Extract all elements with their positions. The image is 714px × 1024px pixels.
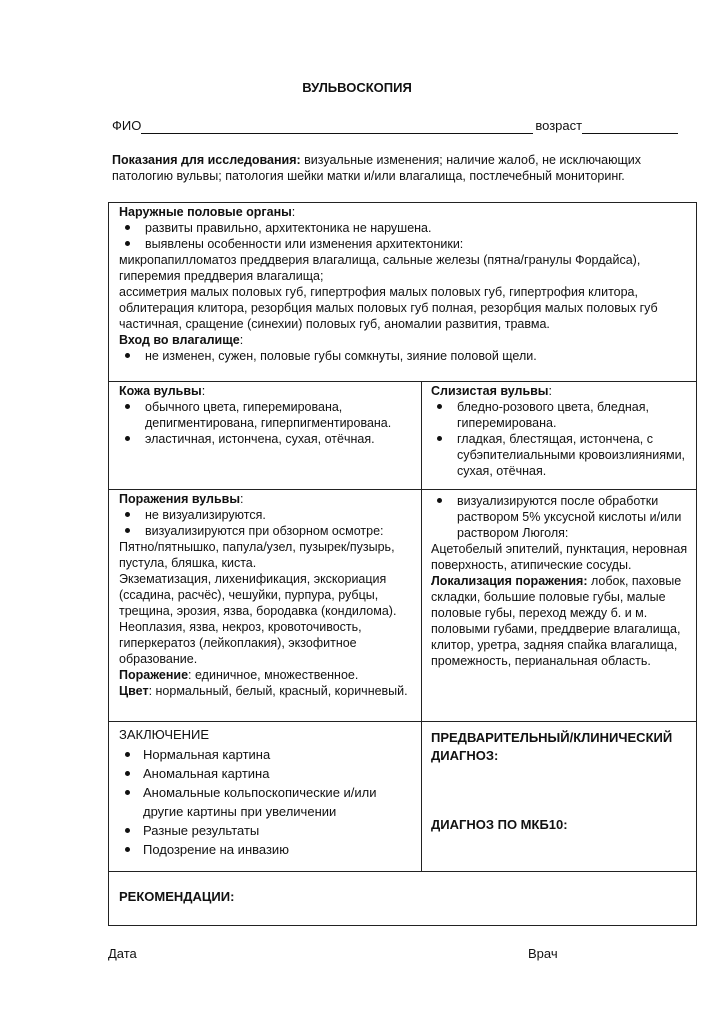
conclusion-item-mixed: Разные результаты <box>119 821 413 840</box>
lesions-para-1: Пятно/пятнышко, папула/узел, пузырек/пузырь, пустула, бляшка, киста. <box>119 540 395 570</box>
heading-colon: : <box>240 492 244 506</box>
recommendations-cell <box>113 889 693 905</box>
heading-colon: : <box>291 205 296 219</box>
mucosa-bullet-2: гладкая, блестящая, истончена, с субэпителиальными кровоизлияниями, сухая, отёчная. <box>431 431 689 479</box>
exam-table <box>108 202 697 926</box>
skin-bullet-1: обычного цвета, гиперемирована, депигментирована, гиперпигментирована. <box>119 399 413 431</box>
external-bullet-1: развиты правильно, архитектоника не нарушена. <box>119 220 687 236</box>
acetic-para-1: Ацетобелый эпителий, пунктация, неровная поверхность, атипические сосуды. <box>431 542 688 572</box>
recommendations-label: РЕКОМЕНДАЦИИ: <box>119 889 235 904</box>
vulva-skin-heading: Кожа вульвы <box>119 384 202 398</box>
lesion-color-label: Цвет <box>119 684 149 698</box>
conclusion-item-magnified: Аномальные кольпоскопические и/или другие картины при увеличении <box>119 783 413 821</box>
conclusion-item-normal: Нормальная картина <box>119 745 413 764</box>
vaginal-entry-heading: Вход во влагалище <box>119 333 240 347</box>
lesions-para-2: Экзематизация, лихенификация, экскориация (ссадина, расчёс), чешуйки, пурпура, рубцы, трещина, эрозия, язва, бородавка (кондилома). <box>119 572 397 618</box>
column-divider <box>421 381 422 871</box>
date-label: Дата <box>108 946 137 961</box>
acetic-test-cell <box>425 493 697 669</box>
vulva-mucosa-heading: Слизистая вульвы <box>431 384 549 398</box>
icd10-diagnosis-label: ДИАГНОЗ ПО МКБ10: <box>431 817 568 832</box>
lesion-color-text: : нормальный, белый, красный, коричневый. <box>148 684 408 698</box>
lesions-bullet-1: не визуализируются. <box>119 507 413 523</box>
doctor-label: Врач <box>528 946 558 961</box>
lesion-location-label: Локализация поражения: <box>431 574 588 588</box>
vulva-mucosa-cell <box>425 383 695 479</box>
row-divider <box>109 721 696 722</box>
external-organs-heading: Наружные половые органы <box>119 205 292 219</box>
fio-label: ФИО <box>112 118 142 133</box>
row-divider <box>109 381 696 382</box>
vulva-lesions-heading: Поражения вульвы <box>119 492 241 506</box>
age-field[interactable] <box>582 121 678 134</box>
heading-colon: : <box>548 384 552 398</box>
row-divider <box>109 489 696 490</box>
external-para-1: микропапилломатоз преддверия влагалища, сальные железы (пятна/гранулы Фордайса), гиперемия преддверия влагалища; <box>119 253 641 283</box>
lesion-count-text: : единичное, множественное. <box>188 668 359 682</box>
external-organs-cell <box>113 204 693 364</box>
conclusion-cell <box>113 727 419 859</box>
heading-colon: : <box>239 333 244 347</box>
indications-text: визуальные изменения; наличие жалоб, не исключающих патологию вульвы; патология шейки матки и/или влагалища, постлечебный мониторинг. <box>112 153 642 183</box>
vaginal-entry-bullet: не изменен, сужен, половые губы сомкнуты, зияние половой щели. <box>119 348 687 364</box>
acetic-bullet-1: визуализируются после обработки раствором 5% уксусной кислоты и/или раствором Люголя: <box>431 493 691 541</box>
external-bullet-2: выявлены особенности или изменения архитектоники: <box>119 236 687 252</box>
lesions-para-3: Неоплазия, язва, некроз, кровоточивость, гиперкератоз (лейкоплакия), экзофитное образование. <box>119 620 362 666</box>
lesion-location-text: лобок, паховые складки, большие половые губы, малые половые губы, переход между б. и м. половыми губами, преддверие влагалища, клитор, уретра, задняя спайка влагалища, промежность, перианальная область. <box>431 574 682 668</box>
fio-age-row <box>112 118 682 134</box>
vulva-lesions-cell <box>113 491 419 699</box>
conclusion-item-abnormal: Аномальная картина <box>119 764 413 783</box>
skin-bullet-2: эластичная, истончена, сухая, отёчная. <box>119 431 413 447</box>
vulva-skin-cell <box>113 383 419 447</box>
page-title: ВУЛЬВОСКОПИЯ <box>302 80 412 95</box>
preliminary-diagnosis-label: ПРЕДВАРИТЕЛЬНЫЙ/КЛИНИЧЕСКИЙ ДИАГНОЗ: <box>431 730 673 763</box>
conclusion-item-invasion: Подозрение на инвазию <box>119 840 413 859</box>
indications-label: Показания для исследования: <box>112 153 301 167</box>
mucosa-bullet-1: бледно-розового цвета, бледная, гиперемирована. <box>431 399 689 431</box>
fio-field[interactable] <box>141 121 533 134</box>
external-para-2: ассиметрия малых половых губ, гипертрофия малых половых губ, гипертрофия клитора, облитерация клитора, резорбция малых половых губ полная, резорбция малых половых губ частичная, сращение (синехии) половых губ, аномалии развития, травма. <box>119 285 658 331</box>
conclusion-heading: ЗАКЛЮЧЕНИЕ <box>119 727 210 742</box>
row-divider <box>109 871 696 872</box>
age-label: возраст <box>535 118 583 133</box>
lesion-count-label: Поражение <box>119 668 189 682</box>
diagnosis-cell <box>425 729 693 833</box>
heading-colon: : <box>201 384 206 398</box>
lesions-bullet-2: визуализируются при обзорном осмотре: <box>119 523 413 539</box>
indications-paragraph <box>112 152 672 184</box>
